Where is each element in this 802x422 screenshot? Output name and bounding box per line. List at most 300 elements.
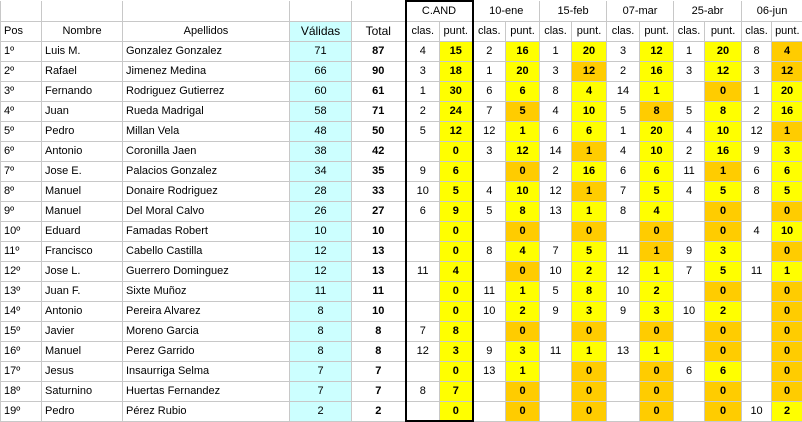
clas-cell[interactable]	[406, 141, 440, 161]
punt-cell[interactable]: 0	[506, 401, 540, 421]
apellidos-cell[interactable]: Gonzalez Gonzalez	[123, 41, 290, 61]
punt-cell[interactable]: 2	[506, 301, 540, 321]
clas-cell[interactable]: 10	[540, 261, 572, 281]
punt-cell[interactable]: 10	[772, 221, 802, 241]
clas-cell[interactable]: 9	[406, 161, 440, 181]
clas-cell[interactable]: 1	[674, 41, 705, 61]
punt-cell[interactable]: 0	[772, 301, 802, 321]
punt-cell[interactable]: 0	[506, 321, 540, 341]
clas-cell[interactable]: 1	[540, 41, 572, 61]
clas-cell[interactable]	[540, 321, 572, 341]
clas-cell[interactable]: 2	[674, 141, 705, 161]
clas-cell[interactable]: 6	[406, 201, 440, 221]
clas-cell[interactable]: 12	[742, 121, 772, 141]
punt-cell[interactable]: 1	[506, 361, 540, 381]
header-clas[interactable]: clas.	[473, 21, 506, 41]
clas-cell[interactable]: 13	[607, 341, 640, 361]
header-total[interactable]: Total	[352, 21, 406, 41]
pos-cell[interactable]: 1º	[1, 41, 42, 61]
clas-cell[interactable]: 9	[674, 241, 705, 261]
punt-cell[interactable]: 8	[640, 101, 674, 121]
punt-cell[interactable]: 0	[705, 401, 742, 421]
clas-cell[interactable]	[674, 401, 705, 421]
header-apellidos[interactable]: Apellidos	[123, 21, 290, 41]
total-cell[interactable]: 13	[352, 261, 406, 281]
punt-cell[interactable]: 1	[772, 261, 802, 281]
clas-cell[interactable]	[540, 221, 572, 241]
punt-cell[interactable]: 0	[705, 81, 742, 101]
punt-cell[interactable]: 0	[705, 221, 742, 241]
punt-cell[interactable]: 0	[772, 241, 802, 261]
punt-cell[interactable]: 8	[506, 201, 540, 221]
clas-cell[interactable]: 10	[406, 181, 440, 201]
clas-cell[interactable]: 5	[540, 281, 572, 301]
nombre-cell[interactable]: Francisco	[42, 241, 123, 261]
punt-cell[interactable]: 4	[506, 241, 540, 261]
punt-cell[interactable]: 16	[705, 141, 742, 161]
clas-cell[interactable]	[473, 401, 506, 421]
nombre-cell[interactable]: Jesus	[42, 361, 123, 381]
punt-cell[interactable]: 0	[506, 381, 540, 401]
apellidos-cell[interactable]: Palacios Gonzalez	[123, 161, 290, 181]
clas-cell[interactable]	[674, 341, 705, 361]
punt-cell[interactable]: 1	[640, 261, 674, 281]
clas-cell[interactable]: 6	[473, 81, 506, 101]
clas-cell[interactable]: 12	[473, 121, 506, 141]
clas-cell[interactable]	[473, 221, 506, 241]
nombre-cell[interactable]: Javier	[42, 321, 123, 341]
punt-cell[interactable]: 0	[705, 341, 742, 361]
clas-cell[interactable]: 3	[473, 141, 506, 161]
clas-cell[interactable]	[607, 221, 640, 241]
punt-cell[interactable]: 12	[506, 141, 540, 161]
total-cell[interactable]: 35	[352, 161, 406, 181]
clas-cell[interactable]	[742, 341, 772, 361]
punt-cell[interactable]: 30	[440, 81, 473, 101]
clas-cell[interactable]	[742, 241, 772, 261]
apellidos-cell[interactable]: Jimenez Medina	[123, 61, 290, 81]
total-cell[interactable]: 2	[352, 401, 406, 421]
clas-cell[interactable]: 7	[607, 181, 640, 201]
punt-cell[interactable]: 18	[440, 61, 473, 81]
total-cell[interactable]: 33	[352, 181, 406, 201]
punt-cell[interactable]: 0	[572, 381, 607, 401]
apellidos-cell[interactable]: Rueda Madrigal	[123, 101, 290, 121]
clas-cell[interactable]: 12	[540, 181, 572, 201]
clas-cell[interactable]	[540, 381, 572, 401]
header-clas[interactable]: clas.	[540, 21, 572, 41]
punt-cell[interactable]: 2	[705, 301, 742, 321]
punt-cell[interactable]: 20	[572, 41, 607, 61]
clas-cell[interactable]: 7	[674, 261, 705, 281]
total-cell[interactable]: 13	[352, 241, 406, 261]
apellidos-cell[interactable]: Donaire Rodriguez	[123, 181, 290, 201]
total-cell[interactable]: 71	[352, 101, 406, 121]
punt-cell[interactable]: 5	[440, 181, 473, 201]
blank-cell[interactable]	[1, 1, 42, 21]
header-clas[interactable]: clas.	[406, 21, 440, 41]
clas-cell[interactable]: 10	[607, 281, 640, 301]
punt-cell[interactable]: 0	[640, 361, 674, 381]
event-header-07-mar[interactable]: 07-mar	[607, 1, 674, 21]
punt-cell[interactable]: 6	[572, 121, 607, 141]
validas-cell[interactable]: 10	[290, 221, 352, 241]
punt-cell[interactable]: 5	[640, 181, 674, 201]
punt-cell[interactable]: 0	[572, 361, 607, 381]
clas-cell[interactable]: 11	[674, 161, 705, 181]
validas-cell[interactable]: 26	[290, 201, 352, 221]
punt-cell[interactable]: 15	[440, 41, 473, 61]
clas-cell[interactable]: 11	[473, 281, 506, 301]
clas-cell[interactable]: 1	[473, 61, 506, 81]
clas-cell[interactable]: 3	[742, 61, 772, 81]
pos-cell[interactable]: 8º	[1, 181, 42, 201]
nombre-cell[interactable]: Manuel	[42, 341, 123, 361]
clas-cell[interactable]	[607, 361, 640, 381]
punt-cell[interactable]: 5	[572, 241, 607, 261]
header-nombre[interactable]: Nombre	[42, 21, 123, 41]
pos-cell[interactable]: 4º	[1, 101, 42, 121]
punt-cell[interactable]: 0	[705, 201, 742, 221]
punt-cell[interactable]: 16	[772, 101, 802, 121]
clas-cell[interactable]: 11	[742, 261, 772, 281]
validas-cell[interactable]: 60	[290, 81, 352, 101]
punt-cell[interactable]: 0	[772, 381, 802, 401]
clas-cell[interactable]: 11	[607, 241, 640, 261]
total-cell[interactable]: 27	[352, 201, 406, 221]
clas-cell[interactable]: 3	[406, 61, 440, 81]
clas-cell[interactable]: 2	[540, 161, 572, 181]
validas-cell[interactable]: 71	[290, 41, 352, 61]
punt-cell[interactable]: 0	[440, 141, 473, 161]
validas-cell[interactable]: 12	[290, 261, 352, 281]
pos-cell[interactable]: 19º	[1, 401, 42, 421]
punt-cell[interactable]: 1	[640, 241, 674, 261]
clas-cell[interactable]: 13	[473, 361, 506, 381]
apellidos-cell[interactable]: Insaurriga Selma	[123, 361, 290, 381]
punt-cell[interactable]: 0	[506, 161, 540, 181]
punt-cell[interactable]: 16	[506, 41, 540, 61]
clas-cell[interactable]: 14	[607, 81, 640, 101]
punt-cell[interactable]: 4	[640, 201, 674, 221]
clas-cell[interactable]	[742, 361, 772, 381]
clas-cell[interactable]: 8	[406, 381, 440, 401]
clas-cell[interactable]: 4	[674, 181, 705, 201]
punt-cell[interactable]: 3	[572, 301, 607, 321]
validas-cell[interactable]: 7	[290, 361, 352, 381]
clas-cell[interactable]: 9	[473, 341, 506, 361]
apellidos-cell[interactable]: Huertas Fernandez	[123, 381, 290, 401]
punt-cell[interactable]: 1	[506, 281, 540, 301]
punt-cell[interactable]: 3	[640, 301, 674, 321]
clas-cell[interactable]	[674, 201, 705, 221]
validas-cell[interactable]: 66	[290, 61, 352, 81]
clas-cell[interactable]: 11	[540, 341, 572, 361]
total-cell[interactable]: 87	[352, 41, 406, 61]
apellidos-cell[interactable]: Coronilla Jaen	[123, 141, 290, 161]
punt-cell[interactable]: 1	[705, 161, 742, 181]
clas-cell[interactable]: 4	[674, 121, 705, 141]
clas-cell[interactable]	[406, 361, 440, 381]
clas-cell[interactable]	[406, 221, 440, 241]
punt-cell[interactable]: 0	[772, 321, 802, 341]
header-clas[interactable]: clas.	[607, 21, 640, 41]
total-cell[interactable]: 61	[352, 81, 406, 101]
punt-cell[interactable]: 0	[506, 221, 540, 241]
nombre-cell[interactable]: Jose L.	[42, 261, 123, 281]
punt-cell[interactable]: 0	[506, 261, 540, 281]
total-cell[interactable]: 10	[352, 301, 406, 321]
punt-cell[interactable]: 4	[572, 81, 607, 101]
clas-cell[interactable]: 4	[607, 141, 640, 161]
header-pos[interactable]: Pos	[1, 21, 42, 41]
nombre-cell[interactable]: Saturnino	[42, 381, 123, 401]
punt-cell[interactable]: 0	[705, 281, 742, 301]
pos-cell[interactable]: 5º	[1, 121, 42, 141]
nombre-cell[interactable]: Manuel	[42, 201, 123, 221]
punt-cell[interactable]: 2	[640, 281, 674, 301]
apellidos-cell[interactable]: Guerrero Dominguez	[123, 261, 290, 281]
clas-cell[interactable]: 8	[473, 241, 506, 261]
punt-cell[interactable]: 2	[772, 401, 802, 421]
punt-cell[interactable]: 16	[640, 61, 674, 81]
clas-cell[interactable]: 3	[607, 41, 640, 61]
clas-cell[interactable]	[540, 401, 572, 421]
clas-cell[interactable]	[742, 321, 772, 341]
header-punt[interactable]: punt.	[705, 21, 742, 41]
blank-cell[interactable]	[352, 1, 406, 21]
pos-cell[interactable]: 18º	[1, 381, 42, 401]
clas-cell[interactable]: 2	[406, 101, 440, 121]
punt-cell[interactable]: 24	[440, 101, 473, 121]
clas-cell[interactable]: 10	[473, 301, 506, 321]
punt-cell[interactable]: 8	[572, 281, 607, 301]
pos-cell[interactable]: 14º	[1, 301, 42, 321]
clas-cell[interactable]: 2	[607, 61, 640, 81]
punt-cell[interactable]: 10	[640, 141, 674, 161]
punt-cell[interactable]: 0	[640, 221, 674, 241]
punt-cell[interactable]: 1	[572, 201, 607, 221]
clas-cell[interactable]: 6	[742, 161, 772, 181]
clas-cell[interactable]: 4	[742, 221, 772, 241]
clas-cell[interactable]: 3	[540, 61, 572, 81]
punt-cell[interactable]: 0	[440, 361, 473, 381]
validas-cell[interactable]: 34	[290, 161, 352, 181]
pos-cell[interactable]: 11º	[1, 241, 42, 261]
punt-cell[interactable]: 0	[572, 221, 607, 241]
clas-cell[interactable]: 4	[406, 41, 440, 61]
punt-cell[interactable]: 8	[705, 101, 742, 121]
punt-cell[interactable]: 12	[640, 41, 674, 61]
pos-cell[interactable]: 17º	[1, 361, 42, 381]
pos-cell[interactable]: 15º	[1, 321, 42, 341]
clas-cell[interactable]: 5	[674, 101, 705, 121]
blank-cell[interactable]	[123, 1, 290, 21]
nombre-cell[interactable]: Antonio	[42, 301, 123, 321]
punt-cell[interactable]: 2	[572, 261, 607, 281]
punt-cell[interactable]: 10	[506, 181, 540, 201]
validas-cell[interactable]: 8	[290, 321, 352, 341]
apellidos-cell[interactable]: Millan Vela	[123, 121, 290, 141]
total-cell[interactable]: 7	[352, 361, 406, 381]
clas-cell[interactable]: 2	[473, 41, 506, 61]
clas-cell[interactable]: 4	[540, 101, 572, 121]
total-cell[interactable]: 90	[352, 61, 406, 81]
header-punt[interactable]: punt.	[440, 21, 473, 41]
event-header-15-feb[interactable]: 15-feb	[540, 1, 607, 21]
apellidos-cell[interactable]: Sixte Muñoz	[123, 281, 290, 301]
punt-cell[interactable]: 1	[772, 121, 802, 141]
clas-cell[interactable]: 7	[406, 321, 440, 341]
clas-cell[interactable]: 5	[406, 121, 440, 141]
event-header-cand[interactable]: C.AND	[406, 1, 473, 21]
punt-cell[interactable]: 1	[640, 81, 674, 101]
pos-cell[interactable]: 10º	[1, 221, 42, 241]
clas-cell[interactable]: 6	[607, 161, 640, 181]
clas-cell[interactable]: 8	[540, 81, 572, 101]
validas-cell[interactable]: 12	[290, 241, 352, 261]
punt-cell[interactable]: 5	[772, 181, 802, 201]
clas-cell[interactable]: 1	[607, 121, 640, 141]
clas-cell[interactable]	[473, 321, 506, 341]
clas-cell[interactable]: 10	[742, 401, 772, 421]
clas-cell[interactable]	[607, 321, 640, 341]
total-cell[interactable]: 50	[352, 121, 406, 141]
clas-cell[interactable]: 1	[742, 81, 772, 101]
punt-cell[interactable]: 20	[506, 61, 540, 81]
clas-cell[interactable]	[742, 201, 772, 221]
pos-cell[interactable]: 9º	[1, 201, 42, 221]
punt-cell[interactable]: 0	[440, 301, 473, 321]
punt-cell[interactable]: 4	[440, 261, 473, 281]
punt-cell[interactable]: 3	[772, 141, 802, 161]
blank-cell[interactable]	[42, 1, 123, 21]
validas-cell[interactable]: 58	[290, 101, 352, 121]
punt-cell[interactable]: 6	[772, 161, 802, 181]
pos-cell[interactable]: 2º	[1, 61, 42, 81]
event-header-06-jun[interactable]: 06-jun	[742, 1, 802, 21]
clas-cell[interactable]: 9	[742, 141, 772, 161]
punt-cell[interactable]: 8	[440, 321, 473, 341]
apellidos-cell[interactable]: Moreno Garcia	[123, 321, 290, 341]
clas-cell[interactable]	[473, 161, 506, 181]
header-validas[interactable]: Válidas	[290, 21, 352, 41]
punt-cell[interactable]: 4	[772, 41, 802, 61]
pos-cell[interactable]: 16º	[1, 341, 42, 361]
clas-cell[interactable]: 11	[406, 261, 440, 281]
punt-cell[interactable]: 0	[572, 401, 607, 421]
header-punt[interactable]: punt.	[572, 21, 607, 41]
clas-cell[interactable]	[406, 281, 440, 301]
punt-cell[interactable]: 1	[506, 121, 540, 141]
punt-cell[interactable]: 0	[572, 321, 607, 341]
apellidos-cell[interactable]: Del Moral Calvo	[123, 201, 290, 221]
punt-cell[interactable]: 12	[440, 121, 473, 141]
pos-cell[interactable]: 7º	[1, 161, 42, 181]
punt-cell[interactable]: 0	[640, 321, 674, 341]
punt-cell[interactable]: 1	[640, 341, 674, 361]
apellidos-cell[interactable]: Perez Garrido	[123, 341, 290, 361]
nombre-cell[interactable]: Pedro	[42, 401, 123, 421]
punt-cell[interactable]: 12	[772, 61, 802, 81]
punt-cell[interactable]: 0	[772, 281, 802, 301]
nombre-cell[interactable]: Antonio	[42, 141, 123, 161]
clas-cell[interactable]: 9	[607, 301, 640, 321]
clas-cell[interactable]	[674, 321, 705, 341]
clas-cell[interactable]	[607, 381, 640, 401]
apellidos-cell[interactable]: Cabello Castilla	[123, 241, 290, 261]
clas-cell[interactable]: 10	[674, 301, 705, 321]
clas-cell[interactable]: 9	[540, 301, 572, 321]
nombre-cell[interactable]: Manuel	[42, 181, 123, 201]
validas-cell[interactable]: 7	[290, 381, 352, 401]
punt-cell[interactable]: 7	[440, 381, 473, 401]
nombre-cell[interactable]: Pedro	[42, 121, 123, 141]
punt-cell[interactable]: 20	[772, 81, 802, 101]
clas-cell[interactable]: 13	[540, 201, 572, 221]
validas-cell[interactable]: 2	[290, 401, 352, 421]
punt-cell[interactable]: 0	[440, 241, 473, 261]
punt-cell[interactable]: 0	[640, 381, 674, 401]
clas-cell[interactable]: 1	[406, 81, 440, 101]
punt-cell[interactable]: 1	[572, 341, 607, 361]
total-cell[interactable]: 7	[352, 381, 406, 401]
clas-cell[interactable]: 4	[473, 181, 506, 201]
punt-cell[interactable]: 10	[705, 121, 742, 141]
clas-cell[interactable]	[473, 261, 506, 281]
event-header-10-ene[interactable]: 10-ene	[473, 1, 540, 21]
total-cell[interactable]: 42	[352, 141, 406, 161]
apellidos-cell[interactable]: Pereira Alvarez	[123, 301, 290, 321]
validas-cell[interactable]: 48	[290, 121, 352, 141]
clas-cell[interactable]: 12	[406, 341, 440, 361]
pos-cell[interactable]: 3º	[1, 81, 42, 101]
clas-cell[interactable]: 8	[607, 201, 640, 221]
punt-cell[interactable]: 3	[506, 341, 540, 361]
blank-cell[interactable]	[290, 1, 352, 21]
clas-cell[interactable]: 3	[674, 61, 705, 81]
clas-cell[interactable]: 5	[473, 201, 506, 221]
punt-cell[interactable]: 20	[705, 41, 742, 61]
clas-cell[interactable]	[742, 301, 772, 321]
nombre-cell[interactable]: Eduard	[42, 221, 123, 241]
nombre-cell[interactable]: Luis M.	[42, 41, 123, 61]
punt-cell[interactable]: 1	[572, 141, 607, 161]
clas-cell[interactable]	[607, 401, 640, 421]
validas-cell[interactable]: 8	[290, 301, 352, 321]
clas-cell[interactable]: 2	[742, 101, 772, 121]
punt-cell[interactable]: 0	[772, 341, 802, 361]
pos-cell[interactable]: 12º	[1, 261, 42, 281]
punt-cell[interactable]: 5	[506, 101, 540, 121]
clas-cell[interactable]	[406, 241, 440, 261]
header-clas[interactable]: clas.	[674, 21, 705, 41]
clas-cell[interactable]: 8	[742, 41, 772, 61]
punt-cell[interactable]: 1	[572, 181, 607, 201]
nombre-cell[interactable]: Juan	[42, 101, 123, 121]
header-punt[interactable]: punt.	[506, 21, 540, 41]
clas-cell[interactable]	[742, 381, 772, 401]
clas-cell[interactable]	[742, 281, 772, 301]
punt-cell[interactable]: 6	[705, 361, 742, 381]
total-cell[interactable]: 8	[352, 341, 406, 361]
punt-cell[interactable]: 3	[705, 241, 742, 261]
clas-cell[interactable]: 6	[540, 121, 572, 141]
pos-cell[interactable]: 6º	[1, 141, 42, 161]
clas-cell[interactable]: 8	[742, 181, 772, 201]
punt-cell[interactable]: 0	[772, 201, 802, 221]
clas-cell[interactable]: 7	[540, 241, 572, 261]
